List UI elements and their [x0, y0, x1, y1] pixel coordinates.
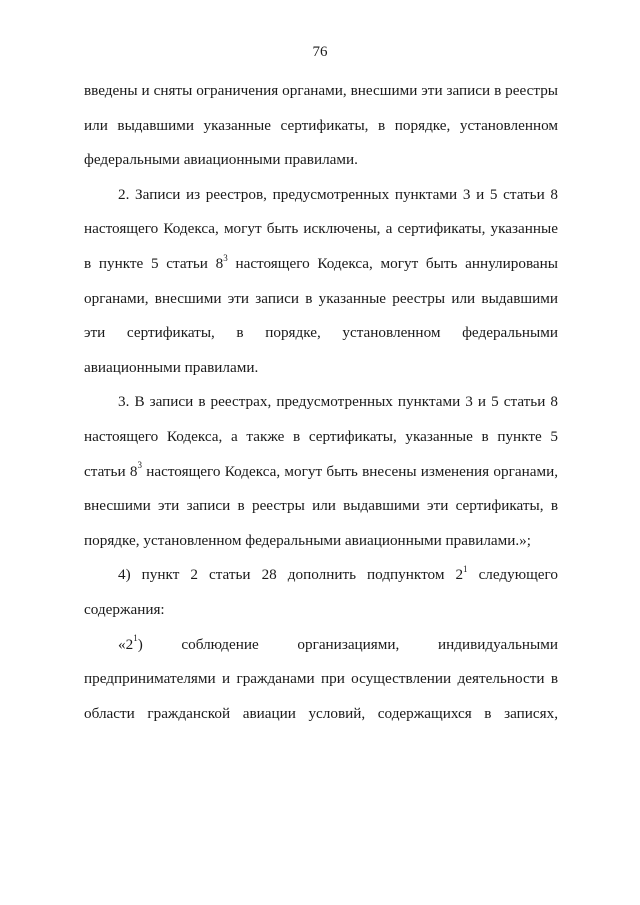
paragraph-text: настоящего Кодекса, могут быть внесены изменения органами, внесшими эти записи в реестры или выдавшими эти сертификаты, в порядке, установленном федеральными авиационными правилами.»;: [84, 462, 558, 549]
paragraph-text: ) соблюдение организациями, индивидуальными предпринимателями и гражданами при осуществлении деятельности в области гражданской авиации условий, содержащихся в записях,: [84, 635, 558, 722]
paragraph-text: введены и сняты ограничения органами, внесшими эти записи в реестры или выдавшими указанные сертификаты, в порядке, установленном федеральными авиационными правилами.: [84, 82, 558, 169]
paragraph-text: настоящего Кодекса, могут быть аннулированы органами, внесшими эти записи в указанные реестры или выдавшими эти сертификаты, в порядке, установленном федеральными авиационными правилами.: [84, 254, 558, 376]
superscript: 3: [223, 252, 228, 263]
superscript: 3: [137, 460, 142, 471]
paragraph-continuation: [84, 74, 558, 178]
paragraph-item-3: [84, 385, 558, 558]
paragraph-text: 3. В записи в реестрах, предусмотренных пунктами 3 и 5 статьи 8 настоящего Кодекса, а также в сертификаты, указанные в пункте 5 статьи 8: [84, 393, 558, 480]
paragraph-item-4: [84, 558, 558, 627]
paragraph-text: 2. Записи из реестров, предусмотренных пунктами 3 и 5 статьи 8 настоящего Кодекса, могут быть исключены, а сертификаты, указанные в пункте 5 статьи 8: [84, 185, 558, 272]
paragraph-text: «2: [118, 635, 134, 653]
document-body: [84, 74, 558, 731]
paragraph-text: 4) пункт 2 статьи 28 дополнить подпунктом 2: [118, 566, 464, 584]
superscript: 1: [463, 564, 468, 575]
paragraph-subitem-2-1: [84, 628, 558, 732]
paragraph-text: следующего содержания:: [84, 566, 558, 618]
superscript: 1: [133, 633, 138, 644]
paragraph-item-2: [84, 178, 558, 386]
page-number: 76: [312, 44, 328, 60]
